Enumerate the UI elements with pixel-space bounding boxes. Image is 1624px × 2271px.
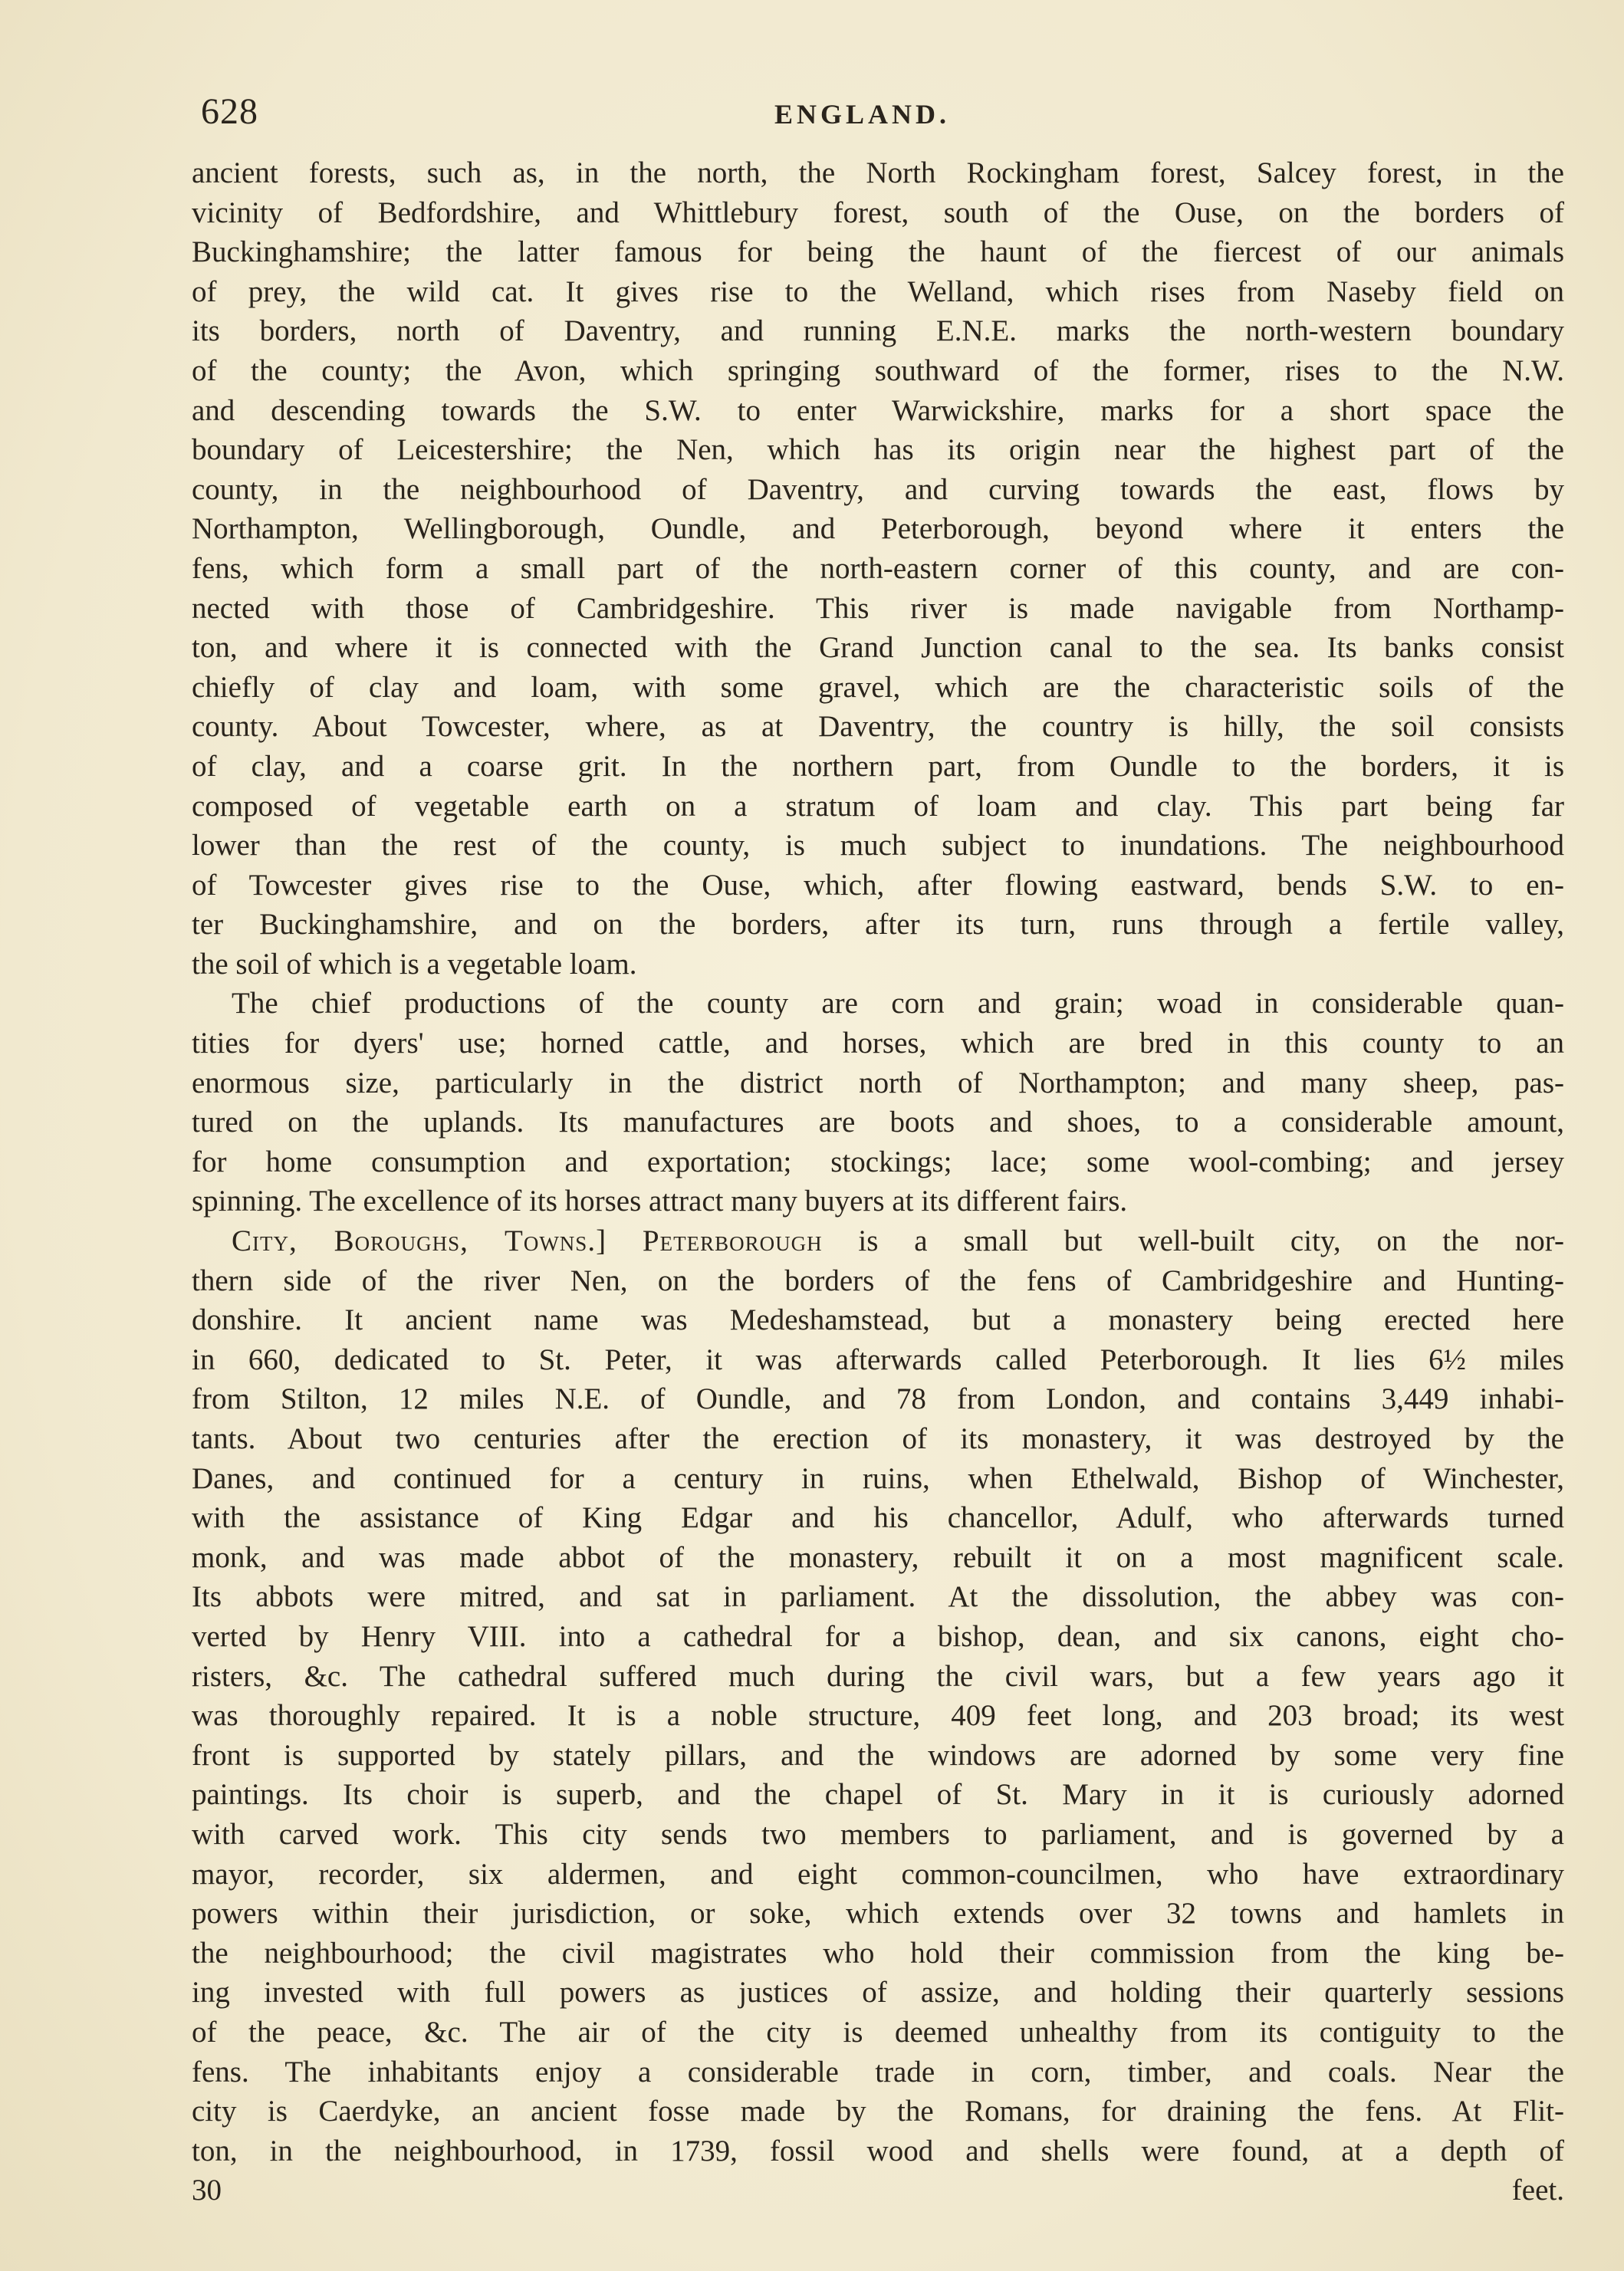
text-line: was thoroughly repaired. It is a noble structure, 409 feet long, and 203 broad; its west [192, 1699, 1564, 1733]
text-line: composed of vegetable earth on a stratum of loam and clay. This part being far [192, 789, 1564, 823]
text-line: Its abbots were mitred, and sat in parliament. At the dissolution, the abbey was con- [192, 1580, 1564, 1614]
text-line: from Stilton, 12 miles N.E. of Oundle, and 78 from London, and contains 3,449 inhabi- [192, 1382, 1564, 1416]
text-line: county. About Towcester, where, as at Daventry, the country is hilly, the soil consists [192, 710, 1564, 744]
text-line: for home consumption and exportation; stockings; lace; some wool-combing; and jersey [192, 1145, 1564, 1178]
text-line: of clay, and a coarse grit. In the northern part, from Oundle to the borders, it is [192, 749, 1564, 783]
text-line: of the county; the Avon, which springing southward of the former, rises to the N.W. [192, 353, 1564, 387]
text-line: tities for dyers' use; horned cattle, and horses, which are bred in this county to an [192, 1027, 1564, 1060]
text-line: paintings. Its choir is superb, and the chapel of St. Mary in it is curiously adorned [192, 1778, 1564, 1812]
text-line: with carved work. This city sends two members to parliament, and is governed by a [192, 1817, 1564, 1851]
text-line: of prey, the wild cat. It gives rise to the Welland, which rises from Naseby field on [192, 274, 1564, 308]
text-line: powers within their jurisdiction, or soke, which extends over 32 towns and hamlets in [192, 1897, 1564, 1931]
text-line: tants. About two centuries after the erection of its monastery, it was destroyed by the [192, 1422, 1564, 1455]
text-line: Buckinghamshire; the latter famous for being the haunt of the fiercest of our animals [192, 235, 1564, 269]
text-line: monk, and was made abbot of the monastery, rebuilt it on a most magnificent scale. [192, 1540, 1564, 1574]
text-line: lower than the rest of the county, is much subject to inundations. The neighbourhood [192, 829, 1564, 863]
text-line: ing invested with full powers as justices of assize, and holding their quarterly sessions [192, 1976, 1564, 2010]
text-line: of the peace, &c. The air of the city is deemed unhealthy from its contiguity to the [192, 2015, 1564, 2049]
text-line: and descending towards the S.W. to enter Warwickshire, marks for a short space the [192, 393, 1564, 427]
text-line: nected with those of Cambridgeshire. This river is made navigable from Northamp- [192, 591, 1564, 625]
text-line: enormous size, particularly in the district north of Northampton; and many sheep, pas- [192, 1066, 1564, 1099]
text-line: ter Buckinghamshire, and on the borders, after its turn, runs through a fertile valley, [192, 908, 1564, 942]
running-head: ENGLAND. [774, 99, 951, 130]
paragraph-start-line: The chief productions of the county are corn and grain; woad in considerable quan- [232, 987, 1564, 1020]
text-line: city is Caerdyke, an ancient fosse made by the Romans, for draining the fens. At Flit- [192, 2095, 1564, 2128]
section-heading-line [192, 1221, 1564, 1261]
text-line: chiefly of clay and loam, with some gravel, which are the characteristic soils of the [192, 670, 1564, 704]
text-line: mayor, recorder, six aldermen, and eight common-councilmen, who have extraordinary [192, 1857, 1564, 1891]
text-line: fens. The inhabitants enjoy a considerable trade in corn, timber, and coals. Near the [192, 2055, 1564, 2089]
text-line: thern side of the river Nen, on the borders of the fens of Cambridgeshire and Hunting- [192, 1264, 1564, 1297]
text-line: ancient forests, such as, in the north, the North Rockingham forest, Salcey forest, in the [192, 156, 1564, 189]
page-header [201, 90, 1573, 136]
text-line: vicinity of Bedfordshire, and Whittlebury forest, south of the Ouse, on the borders of [192, 196, 1564, 229]
body-text [192, 153, 1564, 2250]
section-heading: City, Boroughs, Towns.] [232, 1224, 607, 1258]
text-line: Danes, and continued for a century in ruins, when Ethelwald, Bishop of Winchester, [192, 1461, 1564, 1495]
text-line: the neighbourhood; the civil magistrates who hold their commission from the king be- [192, 1936, 1564, 1970]
text-line: front is supported by stately pillars, and the windows are adorned by some very fine [192, 1738, 1564, 1772]
text-line: of Towcester gives rise to the Ouse, which, after flowing eastward, bends S.W. to en- [192, 868, 1564, 902]
text-line: county, in the neighbourhood of Daventry, and curving towards the east, flows by [192, 472, 1564, 506]
text-line: verted by Henry VIII. into a cathedral for a bishop, dean, and six canons, eight cho- [192, 1619, 1564, 1653]
text-line: risters, &c. The cathedral suffered much during the civil wars, but a few years ago it [192, 1659, 1564, 1693]
text-line: donshire. It ancient name was Medeshamstead, but a monastery being erected here [192, 1303, 1564, 1337]
section-line-text: is a small but well-built city, on the nor- [822, 1224, 1564, 1258]
text-line: boundary of Leicestershire; the Nen, which has its origin near the highest part of the [192, 433, 1564, 467]
text-line: the soil of which is a vegetable loam. [192, 947, 637, 981]
text-line: ton, in the neighbourhood, in 1739, fossil wood and shells were found, at a depth of [192, 2134, 1564, 2167]
text-line: with the assistance of King Edgar and his chancellor, Adulf, who afterwards turned [192, 1501, 1564, 1535]
text-line [192, 2210, 1564, 2250]
text-line: fens, which form a small part of the north-eastern corner of this county, and are con- [192, 551, 1564, 585]
text-line: in 660, dedicated to St. Peter, it was afterwards called Peterborough. It lies 6½ miles [192, 1343, 1564, 1376]
text-line: tured on the uplands. Its manufactures are boots and shoes, to a considerable amount, [192, 1106, 1564, 1139]
text-line: Northampton, Wellingborough, Oundle, and Peterborough, beyond where it enters the [192, 512, 1564, 546]
text-line: 30 feet. [192, 2174, 1564, 2207]
text-line: ton, and where it is connected with the Grand Junction canal to the sea. Its banks consist [192, 631, 1564, 665]
page-number: 628 [201, 91, 258, 132]
text-line: spinning. The excellence of its horses attract many buyers at its different fairs. [192, 1185, 1128, 1218]
text-line: its borders, north of Daventry, and running E.N.E. marks the north-western boundary [192, 314, 1564, 348]
place-name: Peterborough [642, 1224, 823, 1258]
